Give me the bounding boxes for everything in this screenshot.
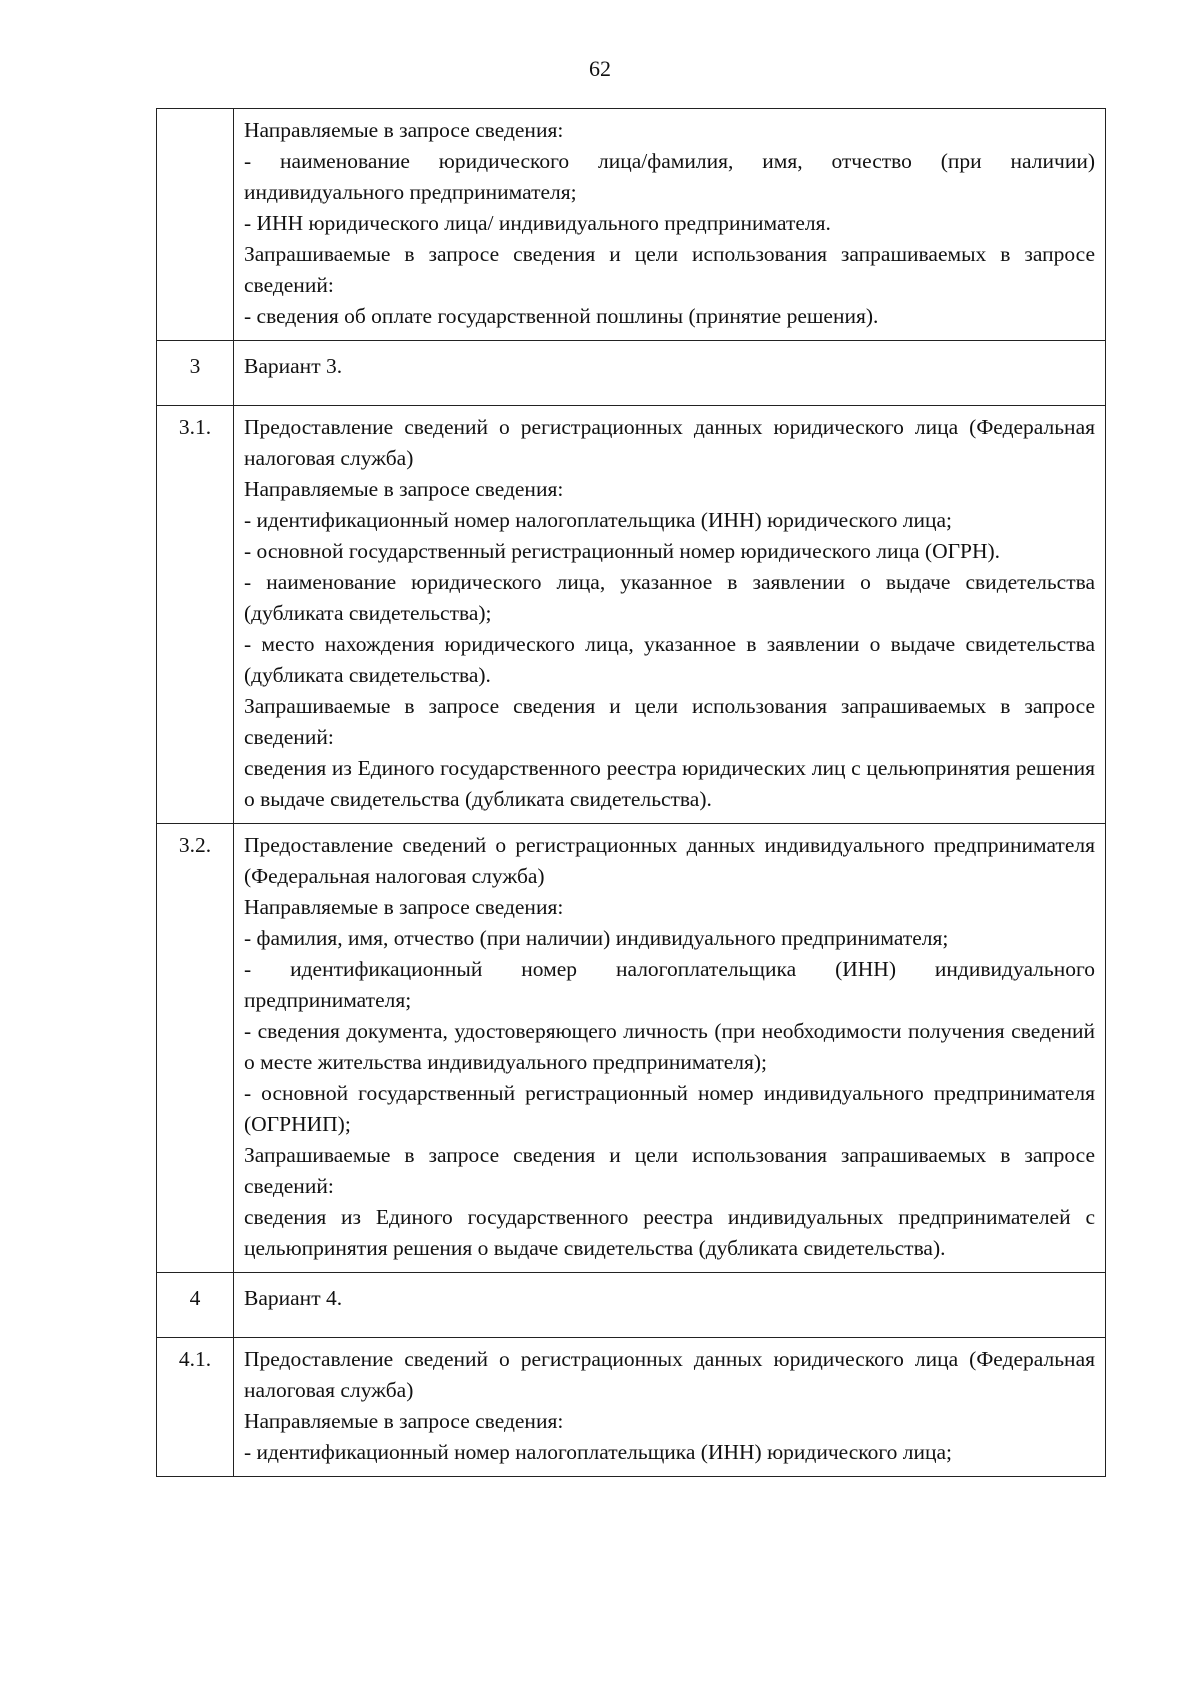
row-line: - сведения об оплате государственной пошлины (принятие решения). bbox=[244, 304, 879, 328]
row-line: Направляемые в запросе сведения: bbox=[244, 1409, 564, 1433]
row-line: - ИНН юридического лица/ индивидуального предпринимателя. bbox=[244, 211, 831, 235]
row-number: 3.2. bbox=[157, 824, 234, 1273]
row-line: Направляемые в запросе сведения: bbox=[244, 118, 564, 142]
row-line: сведения из Единого государственного реестра юридических лиц с цельюпринятия решения о выдаче свидетельства (дубликата свидетельства). bbox=[244, 756, 1095, 811]
row-line: Запрашиваемые в запросе сведения и цели использования запрашиваемых в запросе сведений: bbox=[244, 694, 1095, 749]
row-line: - идентификационный номер налогоплательщика (ИНН) юридического лица; bbox=[244, 508, 953, 532]
row-content bbox=[234, 406, 1106, 824]
table-row bbox=[157, 109, 1106, 341]
row-content bbox=[234, 824, 1106, 1273]
row-number: 4 bbox=[157, 1273, 234, 1338]
row-content bbox=[234, 1273, 1106, 1338]
row-content bbox=[234, 1338, 1106, 1477]
table-row bbox=[157, 824, 1106, 1273]
row-line: Предоставление сведений о регистрационных данных юридического лица (Федеральная налоговая служба) bbox=[244, 1347, 1095, 1402]
row-line: Предоставление сведений о регистрационных данных индивидуального предпринимателя (Федеральная налоговая служба) bbox=[244, 833, 1095, 888]
row-line: - основной государственный регистрационный номер юридического лица (ОГРН). bbox=[244, 539, 1001, 563]
row-line: Предоставление сведений о регистрационных данных юридического лица (Федеральная налоговая служба) bbox=[244, 415, 1095, 470]
row-content bbox=[234, 109, 1106, 341]
row-line: Запрашиваемые в запросе сведения и цели использования запрашиваемых в запросе сведений: bbox=[244, 242, 1095, 297]
row-line: Направляемые в запросе сведения: bbox=[244, 895, 564, 919]
row-line: - сведения документа, удостоверяющего личность (при необходимости получения сведений о месте жительства индивидуального предпринимателя); bbox=[244, 1019, 1095, 1074]
row-line: - идентификационный номер налогоплательщика (ИНН) юридического лица; bbox=[244, 1440, 953, 1464]
row-number: 3 bbox=[157, 341, 234, 406]
table-row bbox=[157, 1338, 1106, 1477]
page-number: 62 bbox=[589, 56, 611, 81]
row-line: - наименование юридического лица/фамилия, имя, отчество (при наличии) индивидуального предпринимателя; bbox=[244, 149, 1095, 204]
row-number: 4.1. bbox=[157, 1338, 234, 1477]
row-content bbox=[234, 341, 1106, 406]
row-line: - место нахождения юридического лица, указанное в заявлении о выдаче свидетельства (дубликата свидетельства). bbox=[244, 632, 1095, 687]
row-line: Направляемые в запросе сведения: bbox=[244, 477, 564, 501]
table-row bbox=[157, 406, 1106, 824]
row-line: - основной государственный регистрационный номер индивидуального предпринимателя (ОГРНИП); bbox=[244, 1081, 1095, 1136]
requirements-table bbox=[156, 108, 1106, 1477]
table-row bbox=[157, 341, 1106, 406]
row-line: Вариант 4. bbox=[244, 1286, 343, 1310]
row-line: - идентификационный номер налогоплательщика (ИНН) индивидуального предпринимателя; bbox=[244, 957, 1095, 1012]
row-number bbox=[157, 109, 234, 341]
table-row bbox=[157, 1273, 1106, 1338]
row-line: Запрашиваемые в запросе сведения и цели использования запрашиваемых в запросе сведений: bbox=[244, 1143, 1095, 1198]
row-line: - фамилия, имя, отчество (при наличии) индивидуального предпринимателя; bbox=[244, 926, 949, 950]
row-line: сведения из Единого государственного реестра индивидуальных предпринимателей с цельюпринятия решения о выдаче свидетельства (дубликата свидетельства). bbox=[244, 1205, 1095, 1260]
row-number: 3.1. bbox=[157, 406, 234, 824]
row-line: Вариант 3. bbox=[244, 354, 343, 378]
row-line: - наименование юридического лица, указанное в заявлении о выдаче свидетельства (дубликата свидетельства); bbox=[244, 570, 1095, 625]
